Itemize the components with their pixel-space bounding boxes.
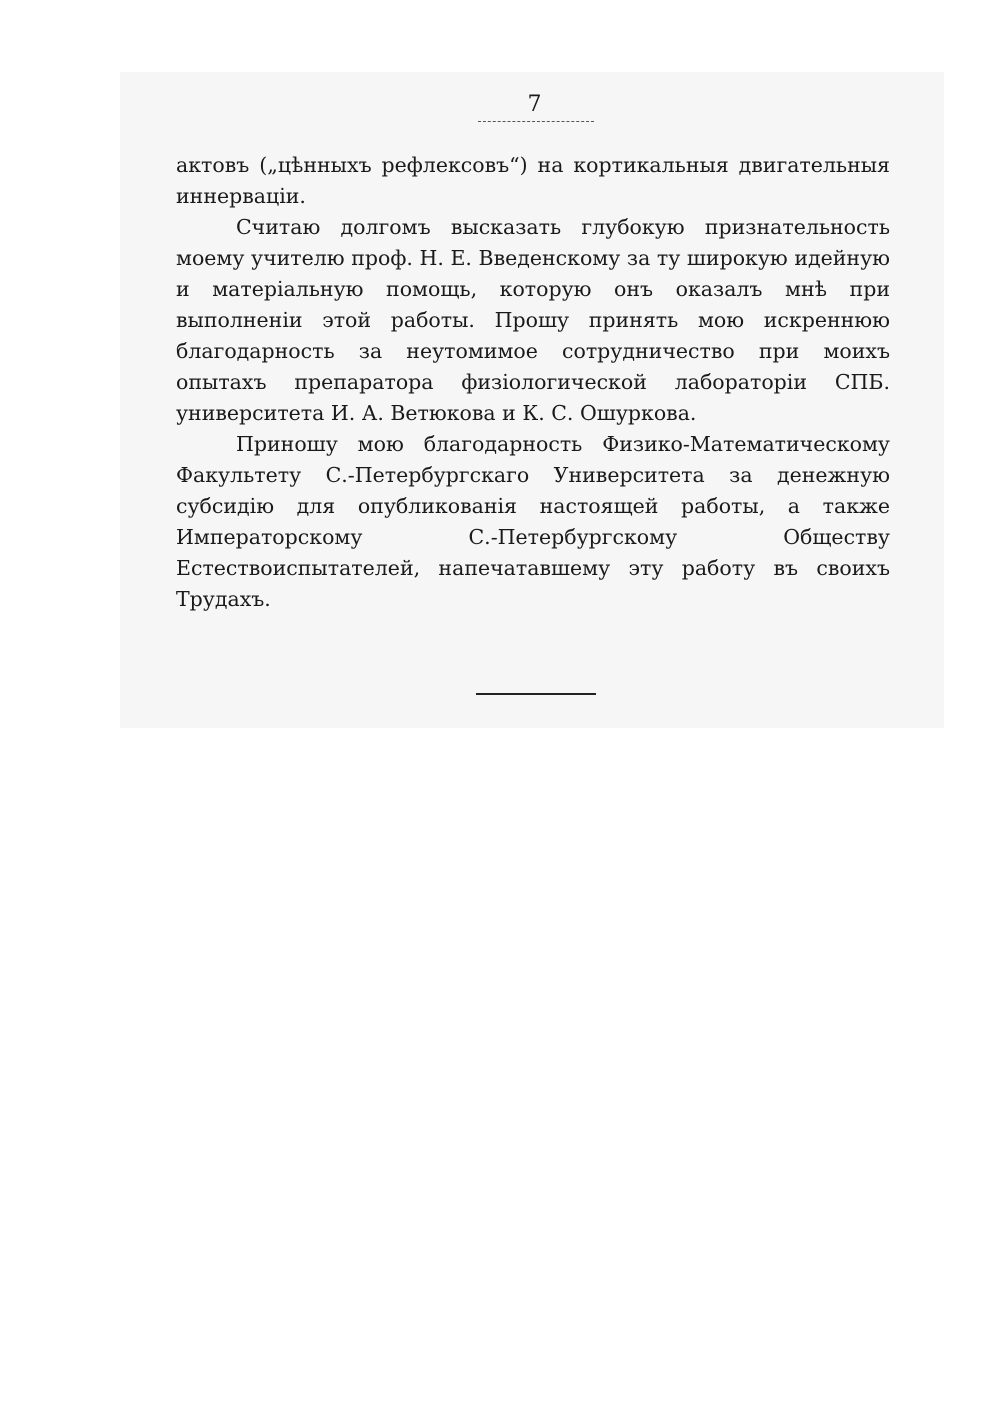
paragraph-continuation: актовъ („цѣнныхъ рефлексовъ“) на кортикальныя двигательныя иннерваціи. [176, 153, 890, 208]
body-text [176, 150, 890, 615]
header-rule [478, 121, 594, 122]
end-rule [476, 693, 596, 695]
paragraph-acknowledgement-teacher: Считаю долгомъ высказать глубокую признательность моему учителю проф. Н. Е. Введенскому за ту широкую идейную и матеріальную помощь, которую онъ оказалъ мнѣ при выполненіи этой работы. Прошу принять мою искреннюю благодарность за неутомимое сотрудничество при моихъ опытахъ препаратора физіологической лабораторіи СПБ. университета И. А. Ветюкова и К. С. Ошуркова. [176, 215, 890, 425]
paragraph-acknowledgement-faculty: Приношу мою благодарность Физико-Математическому Факультету С.-Петербургскаго Университета за денежную субсидію для опубликованія настоящей работы, а также Императорскому С.-Петербургскому Обществу Естествоиспытателей, напечатавшему эту работу въ своихъ Трудахъ. [176, 432, 890, 611]
page-number: 7 [527, 92, 543, 117]
